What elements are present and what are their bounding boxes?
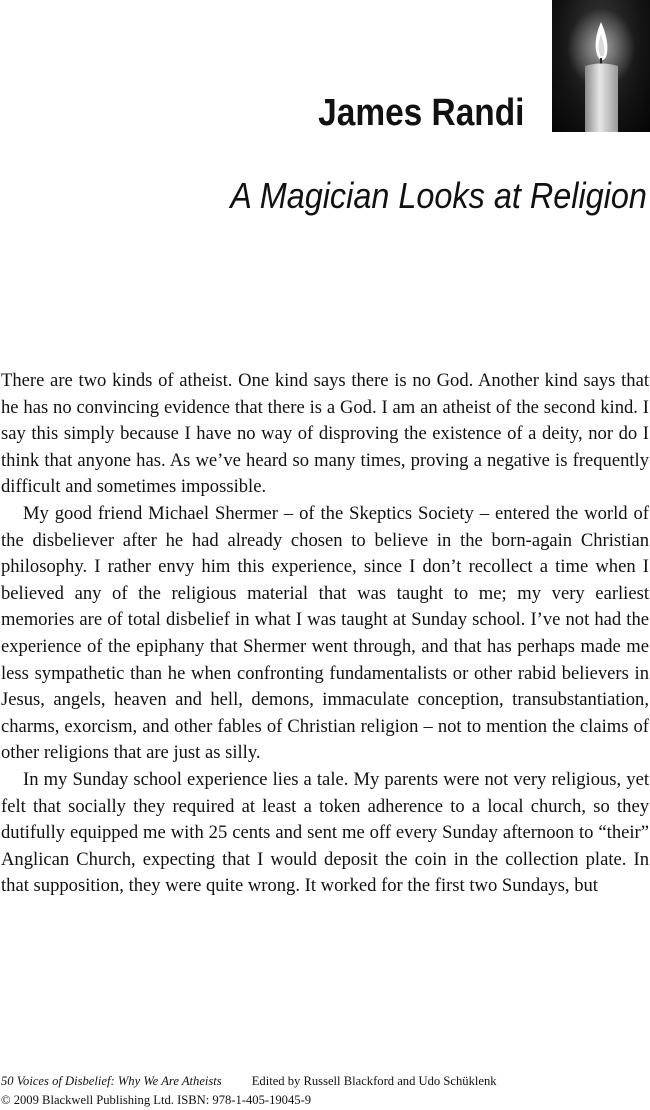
- candle-photo: [552, 0, 650, 132]
- paragraph-3: In my Sunday school experience lies a tale. My parents were not very religious, yet felt that socially they required at least a token adherence to a local church, so they dutifully equipped me with 25 cents and sent me off every Sunday afternoon to “their” Anglican Church, expecting that I would deposit the coin in the collection plate. In that supposition, they were quite wrong. It worked for the first two Sundays, but: [1, 768, 649, 897]
- chapter-title: A Magician Looks at Religion: [230, 175, 647, 216]
- footer-line-1: [1, 1072, 649, 1091]
- author-name: James Randi: [317, 92, 524, 134]
- candle-flame-icon: [552, 0, 650, 132]
- copyright: © 2009 Blackwell Publishing Ltd. ISBN: 978-1-405-19045-9: [1, 1093, 312, 1107]
- paragraph-2: My good friend Michael Shermer – of the Skeptics Society – entered the world of the disbeliever after he had already chosen to believe in the born-again Christian philosophy. I rather envy him this experience, since I don’t recollect a time when I believed any of the religious material that was taught to me; my very earliest memories are of total disbelief in what I was taught at Sunday school. I’ve not had the experience of the epiphany that Shermer went through, and that has perhaps made me less sympathetic than he when confronting fundamentalists or other rabid believers in Jesus, angels, heaven and hell, demons, immaculate conception, transubstantiation, charms, exorcism, and other fables of Christian religion – not to mention the claims of other religions that are just as silly.: [1, 502, 649, 764]
- page-footer: [1, 1072, 649, 1110]
- paragraph-1: There are two kinds of atheist. One kind says there is no God. Another kind says that he has no convincing evidence that there is a God. I am an atheist of the second kind. I say this simply because I have no way of disproving the existence of a deity, nor do I think that anyone has. As we’ve heard so many times, proving a negative is frequently difficult and sometimes impossible.: [1, 370, 649, 498]
- editors: Edited by Russell Blackford and Udo Schüklenk: [251, 1074, 497, 1088]
- book-title: 50 Voices of Disbelief: Why We Are Atheists: [1, 1074, 222, 1088]
- body-text: [1, 368, 649, 900]
